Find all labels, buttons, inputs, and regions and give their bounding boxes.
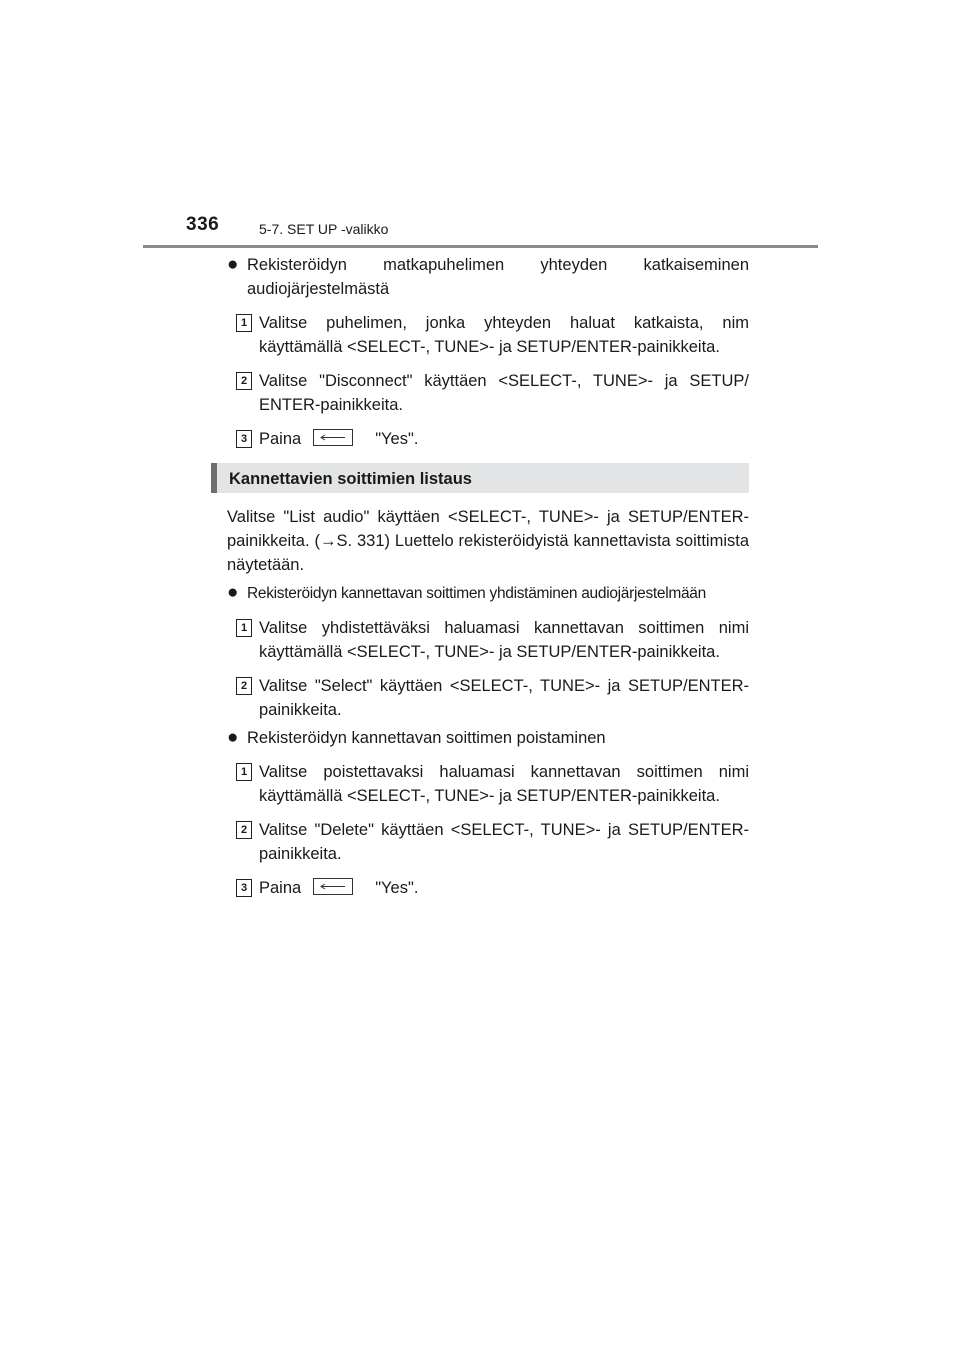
bullet-icon: ● <box>227 254 239 275</box>
section-heading: Kannettavien soittimien listaus <box>229 470 472 488</box>
step-text: Valitse "Delete" käyttäen <SELECT-, TUNE>- ja SETUP/ENTER-painikkeita. <box>259 821 749 863</box>
page-header <box>143 212 818 248</box>
bullet-icon: ● <box>227 582 239 603</box>
step-number: 1 <box>236 619 252 637</box>
step-number: 1 <box>236 763 252 781</box>
step-text-pre: Paina <box>259 879 302 897</box>
step-1 <box>227 760 749 808</box>
step-2 <box>227 674 749 722</box>
section-label: 5-7. SET UP -valikko <box>259 221 389 237</box>
bullet-disconnect-phone <box>227 253 749 301</box>
enter-button-icon <box>313 429 353 446</box>
step-text: Valitse yhdistettäväksi haluamasi kannettavan soittimen nimi käyttämällä <SELECT-, TUNE>- ja SETUP/ENTER-painikkeita. <box>259 619 749 661</box>
bullet-connect-player <box>227 581 749 606</box>
step-number: 2 <box>236 677 252 695</box>
bullet-text: Rekisteröidyn kannettavan soittimen yhdistäminen audiojärjestelmään <box>247 585 706 602</box>
step-number: 3 <box>236 879 252 897</box>
bullet-delete-player <box>227 726 749 750</box>
step-number: 1 <box>236 314 252 332</box>
step-text-post: "Yes". <box>375 430 419 448</box>
step-1 <box>227 616 749 664</box>
step-number: 2 <box>236 372 252 390</box>
bullet-icon: ● <box>227 727 239 748</box>
page-number: 336 <box>186 214 220 235</box>
section-intro: Valitse "List audio" käyttäen <SELECT-, TUNE>- ja SETUP/ENTER-painikkeita. (→S. 331) Luettelo rekisteröidyistä kannettavista soittimista näytetään. <box>227 508 749 574</box>
step-number: 2 <box>236 821 252 839</box>
step-text: Valitse puhelimen, jonka yhteyden haluat katkaista, nim käyttämällä <SELECT-, TUNE>- ja SETUP/ENTER-painikkeita. <box>259 314 749 356</box>
bullet-text: Rekisteröidyn matkapuhelimen yhteyden katkaiseminen audiojärjestelmästä <box>247 256 749 298</box>
step-text-pre: Paina <box>259 430 302 448</box>
step-2 <box>227 818 749 866</box>
enter-button-icon <box>313 878 353 895</box>
step-3 <box>227 876 749 900</box>
step-text-post: "Yes". <box>375 879 419 897</box>
step-text: Valitse "Disconnect" käyttäen <SELECT-, TUNE>- ja SETUP/ ENTER-painikkeita. <box>259 372 749 414</box>
step-text: Valitse "Select" käyttäen <SELECT-, TUNE>- ja SETUP/ENTER-painikkeita. <box>259 677 749 719</box>
step-2 <box>227 369 749 417</box>
step-text: Valitse poistettavaksi haluamasi kannettavan soittimen nimi käyttämällä <SELECT-, TUNE>- ja SETUP/ENTER-painikkeita. <box>259 763 749 805</box>
section-heading-bar <box>211 463 749 493</box>
step-1 <box>227 311 749 359</box>
step-3 <box>227 427 749 451</box>
page-content <box>227 253 749 900</box>
step-number: 3 <box>236 430 252 448</box>
bullet-text: Rekisteröidyn kannettavan soittimen poistaminen <box>247 729 606 747</box>
